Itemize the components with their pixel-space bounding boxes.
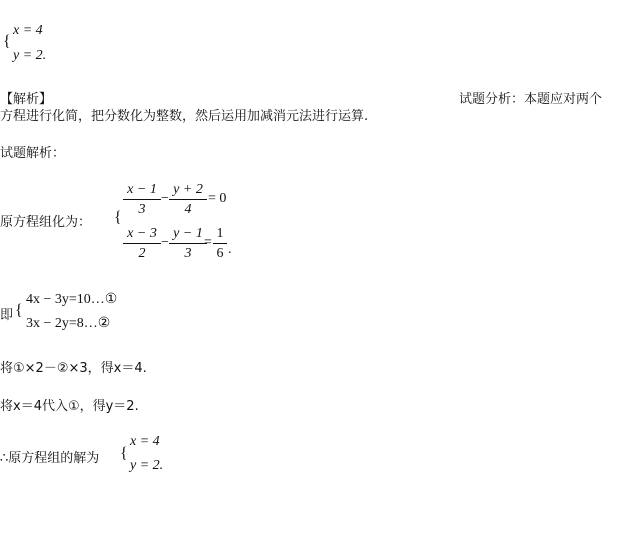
analysis-label: 试题分析：本题应对两个 [459, 92, 603, 107]
fraction-x-minus-1-over-3: x − 1 3 [123, 181, 161, 218]
fraction-y-plus-2-over-4: y + 2 4 [169, 181, 207, 218]
fraction-x-minus-3-over-2: x − 3 2 [123, 225, 161, 262]
final-eq2: y = 2. [130, 458, 164, 473]
final-eq1: x = 4 [130, 434, 160, 449]
simplified-equation-2: 3x − 2y=8…② [26, 316, 111, 331]
period: . [228, 242, 232, 257]
minus-sign: − [161, 191, 169, 206]
brace-symbol: { [3, 33, 11, 50]
minus-sign: − [161, 235, 169, 250]
fraction-y-minus-1-over-3: y − 1 3 [169, 225, 207, 262]
top-system-eq1: x = 4 [13, 23, 43, 38]
brace-symbol: { [15, 302, 23, 319]
brace-symbol: { [120, 445, 128, 462]
fraction-1-over-6: 1 6 [213, 225, 227, 262]
original-system-label: 原方程组化为： [0, 215, 92, 230]
equals-sign: = [204, 235, 212, 250]
solution-label: 试题解析： [0, 146, 66, 161]
analysis-text: 方程进行化简，把分数化为整数，然后运用加减消元法进行运算. [0, 109, 369, 124]
step-eliminate: 将①×2－②×3，得x＝4. [0, 361, 147, 376]
conclusion-label: ∴原方程组的解为 [0, 451, 100, 466]
equation1-rhs: = 0 [208, 191, 227, 206]
ji-label: 即 [0, 308, 14, 323]
analysis-tag: 【解析】 [0, 92, 53, 107]
simplified-equation-1: 4x − 3y=10…① [26, 292, 118, 307]
step-substitute: 将x＝4代入①，得y＝2. [0, 399, 139, 414]
top-system-eq2: y = 2. [13, 48, 47, 63]
brace-symbol: { [114, 209, 122, 226]
